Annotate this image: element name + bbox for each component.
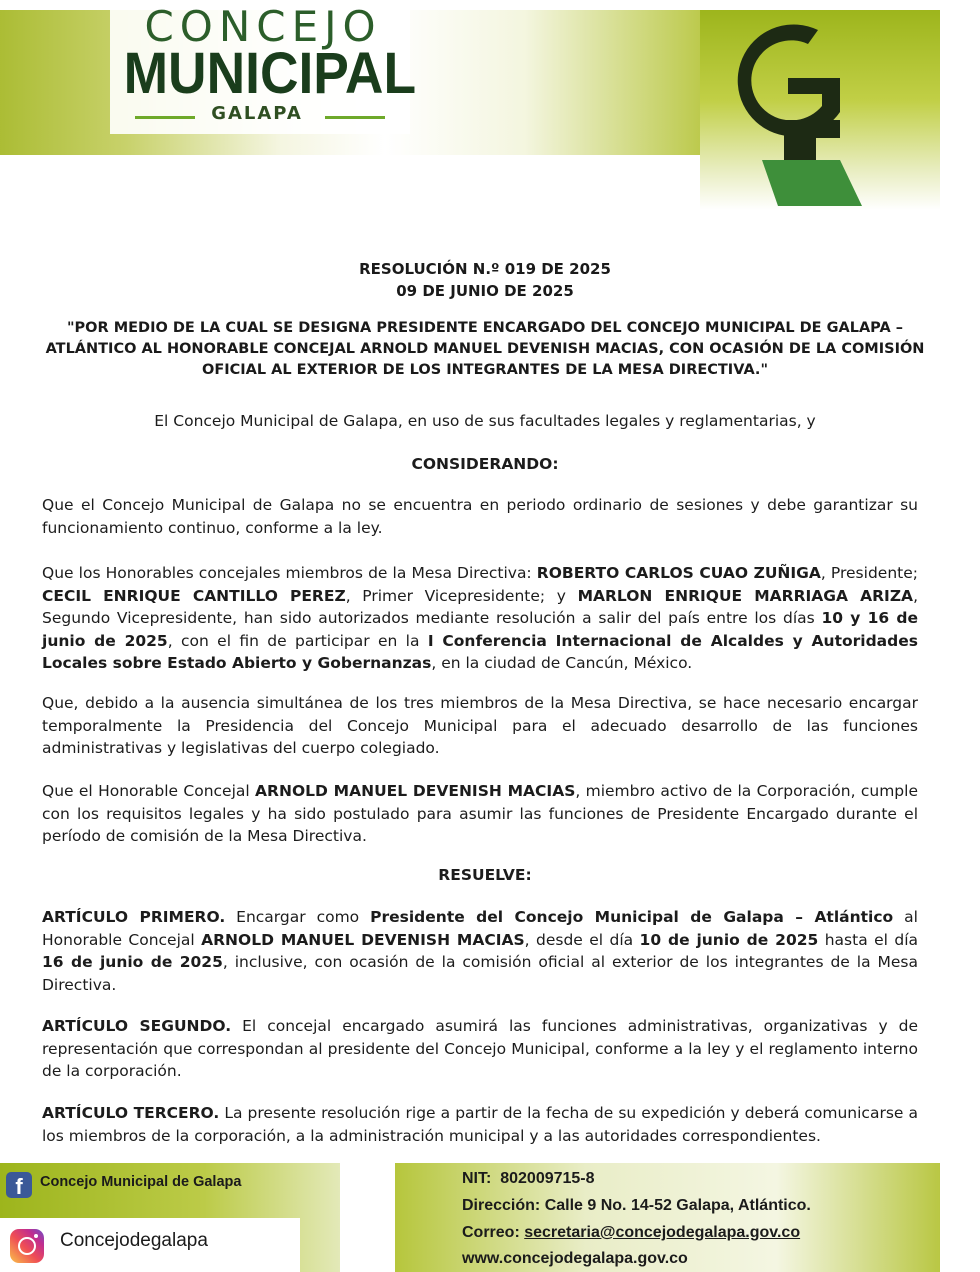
text-run: Que los Honorables concejales miembros de la Mesa Directiva: [42, 564, 537, 582]
email-label: Correo: [462, 1224, 525, 1241]
designated-concejal-name: ARNOLD MANUEL DEVENISH MACIAS [255, 782, 576, 800]
travel-dates: 10 y 16 de junio de 2025 [42, 609, 919, 650]
resolution-date: 09 DE JUNIO DE 2025 [396, 282, 574, 300]
logo-line-concejo: CONCEJO [144, 2, 382, 51]
nit-value: 802009715-8 [500, 1170, 595, 1187]
article-label: ARTÍCULO SEGUNDO. [42, 1017, 232, 1035]
start-date: 10 de junio de 2025 [639, 930, 819, 949]
text-run: , Primer Vicepresidente; y [345, 586, 578, 605]
facebook-icon[interactable]: f [6, 1172, 32, 1198]
text-run: Encargar como [225, 908, 371, 926]
resuelve-heading: RESUELVE: [438, 866, 532, 884]
considerando-paragraph-2 [42, 562, 918, 675]
instagram-handle[interactable]: Concejodegalapa [60, 1230, 208, 1251]
text-run: , desde el día [524, 930, 640, 949]
considerando-heading: CONSIDERANDO: [411, 455, 559, 473]
email-link[interactable]: secretaria@concejodegalapa.gov.co [524, 1224, 801, 1241]
conference-name: I Conferencia Internacional de Alcaldes y Autoridades Locales sobre Estado Abierto y Gobernanzas [42, 631, 918, 672]
text-run: , Segundo Vicepresidente, han sido autorizados mediante resolución a salir del país entre los días [42, 586, 918, 627]
header-banner [0, 0, 980, 215]
text-run: Que el Honorable Concejal [42, 782, 256, 800]
g-emblem-icon [722, 20, 872, 210]
instagram-icon[interactable] [10, 1229, 44, 1263]
considerando-paragraph-3: Que, debido a la ausencia simultánea de los tres miembros de la Mesa Directiva, se hace necesario encargar temporalmente la Presidencia del Concejo Municipal para el adecuado desarrollo de las funciones administrativas y legislativas del cuerpo colegiado. [42, 694, 918, 757]
text-run: , miembro activo de la Corporación, cumple con los requisitos legales y ha sido postulado para asumir las funciones de Presidente Encargado durante el período de comisión de la Mesa Directiva. [42, 782, 918, 845]
facebook-page-label[interactable]: Concejo Municipal de Galapa [40, 1174, 242, 1190]
resolution-subject: "POR MEDIO DE LA CUAL SE DESIGNA PRESIDENTE ENCARGADO DEL CONCEJO MUNICIPAL DE GALAPA – ATLÁNTICO AL HONORABLE CONCEJAL ARNOLD MANUEL DEVENISH MACIAS, CON OCASIÓN DE LA COMISIÓN OFICIAL AL EXTERIOR DE LOS INTEGRANTES DE LA MESA DIRECTIVA." [45, 320, 925, 378]
intro-paragraph: El Concejo Municipal de Galapa, en uso de sus facultades legales y reglamentarias, y [154, 412, 816, 430]
logo-divider-right [325, 116, 385, 119]
text-run: , Presidente; [820, 564, 918, 582]
first-vicepresident-name: CECIL ENRIQUE CANTILLO PEREZ [42, 586, 346, 605]
text-run: al Honorable Concejal [42, 908, 918, 949]
text-run: , en la ciudad de Cancún, México. [431, 654, 693, 672]
text-run: hasta el día [818, 930, 918, 949]
resolution-title [40, 258, 930, 302]
end-date: 16 de junio de 2025 [42, 953, 223, 971]
president-name: ROBERTO CARLOS CUAO ZUÑIGA [536, 564, 821, 582]
text-run: , con el fin de participar en la [167, 631, 428, 650]
resolution-number: RESOLUCIÓN N.º 019 DE 2025 [359, 260, 611, 278]
considerando-paragraph-4 [42, 780, 918, 848]
position-title: Presidente del Concejo Municipal de Galapa – Atlántico [370, 908, 894, 926]
website-link[interactable]: www.concejodegalapa.gov.co [462, 1250, 688, 1267]
second-vicepresident-name: MARLON ENRIQUE MARRIAGA ARIZA [577, 586, 914, 605]
article-label: ARTÍCULO TERCERO. [42, 1104, 220, 1122]
text-run: La presente resolución rige a partir de la fecha de su expedición y deberá comunicarse a los miembros de la corporación, a la administración municipal y a las autoridades correspondientes. [42, 1104, 918, 1145]
considerando-paragraph-1: Que el Concejo Municipal de Galapa no se encuentra en periodo ordinario de sesiones y debe garantizar su funcionamiento continuo, conforme a la ley. [42, 496, 918, 537]
logo-line-galapa: GALAPA [211, 103, 303, 124]
article-label: ARTÍCULO PRIMERO. [42, 908, 226, 926]
nit-label: NIT: [462, 1170, 492, 1187]
article-tercero [42, 1102, 918, 1147]
text-run: , inclusive, con ocasión de la comisión oficial al exterior de los integrantes de la Mesa Directiva. [42, 953, 918, 994]
address-line: Dirección: Calle 9 No. 14-52 Galapa, Atlántico. [462, 1197, 811, 1214]
logo-line-municipal: MUNICIPAL [123, 41, 417, 106]
article-primero [42, 906, 918, 996]
nit-line [462, 1170, 595, 1188]
designated-concejal-name: ARNOLD MANUEL DEVENISH MACIAS [201, 930, 525, 949]
text-run: El concejal encargado asumirá las funciones administrativas, organizativas y de representación que correspondan al presidente del Concejo Municipal, conforme a la ley y el reglamento interno de la corporación. [42, 1017, 918, 1080]
email-line [462, 1224, 800, 1242]
article-segundo [42, 1015, 918, 1083]
